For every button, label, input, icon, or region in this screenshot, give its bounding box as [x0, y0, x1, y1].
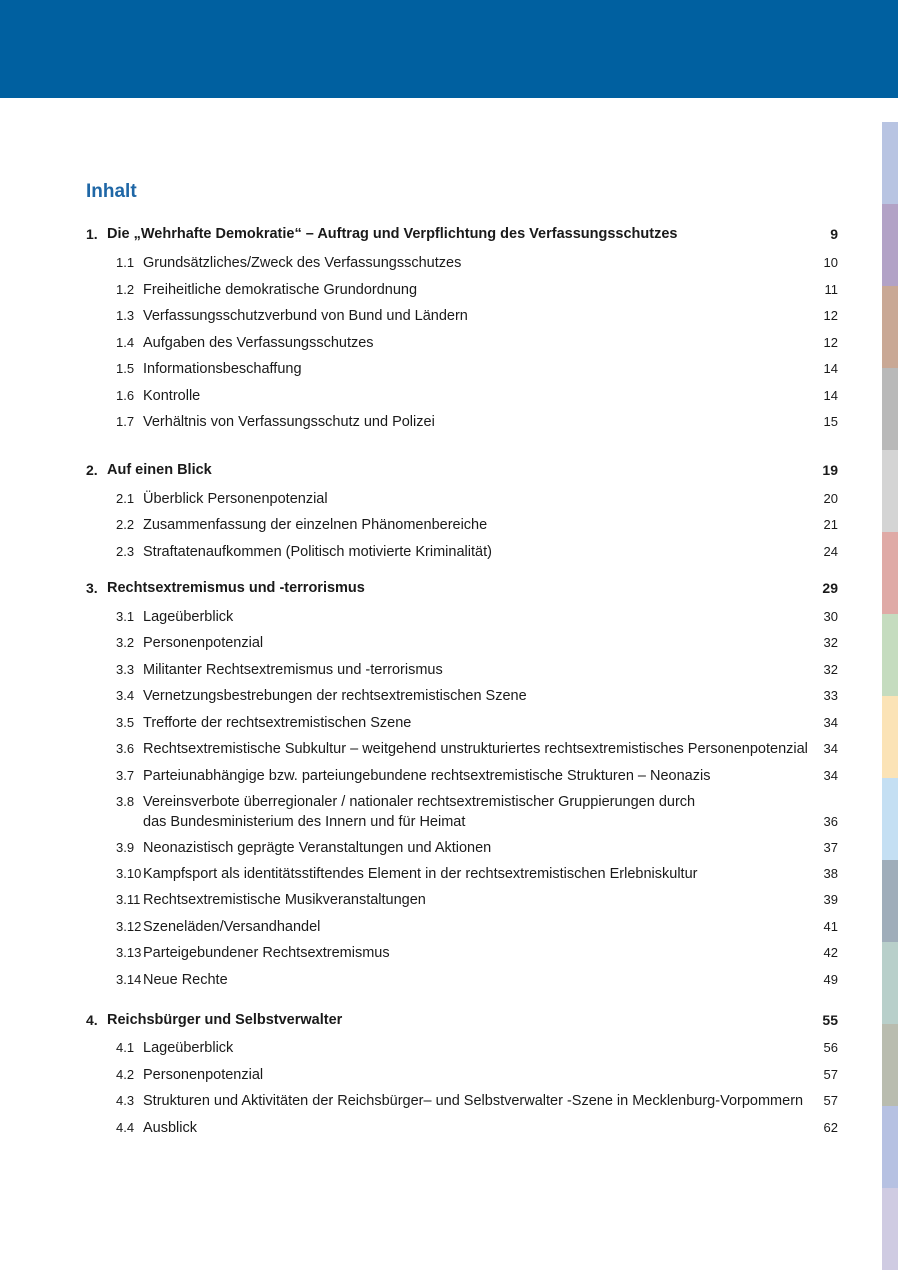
- toc-entry-title: Trefforte der rechtsextremistischen Szene: [143, 715, 412, 731]
- section-tab-13: [882, 1106, 898, 1188]
- toc-section-entry[interactable]: [86, 862, 838, 886]
- toc-entry-page: 9: [830, 226, 838, 242]
- toc-entry-title: Lageüberblick: [143, 609, 234, 625]
- toc-section-entry[interactable]: [86, 1116, 838, 1140]
- toc-entry-page: 19: [822, 462, 838, 478]
- section-tab-10: [882, 860, 898, 942]
- toc-entry-page: 10: [823, 255, 838, 270]
- toc-section-entry[interactable]: [86, 790, 838, 834]
- page-title: Inhalt: [86, 181, 137, 202]
- toc-entry-page: 20: [823, 491, 838, 506]
- toc-entry-title: Verhältnis von Verfassungsschutz und Polizei: [143, 414, 435, 430]
- toc-entry-number: 3.13: [116, 945, 142, 960]
- toc-entry-title: Neue Rechte: [143, 972, 228, 988]
- toc-entry-page: 14: [823, 388, 838, 403]
- toc-entry-number: 4.: [86, 1012, 98, 1028]
- toc-entry-number: 3.10: [116, 866, 142, 881]
- toc-entry-number: 1.6: [116, 388, 135, 403]
- toc-section-entry[interactable]: [86, 605, 838, 629]
- toc-entry-page: 30: [823, 609, 838, 624]
- toc-entry-title: Auf einen Blick: [107, 462, 212, 478]
- toc-entry-number: 1.: [86, 226, 98, 242]
- toc-entry-page: 34: [823, 715, 838, 730]
- toc-entry-number: 3.4: [116, 688, 135, 703]
- toc-entry-page: 36: [823, 814, 838, 829]
- toc-entry-page: 57: [823, 1093, 838, 1108]
- section-tab-9: [882, 778, 898, 860]
- toc-entry-number: 3.5: [116, 715, 135, 730]
- toc-entry-number: 1.5: [116, 361, 135, 376]
- toc-section-entry[interactable]: [86, 968, 838, 992]
- toc-entry-number: 3.12: [116, 919, 142, 934]
- toc-entry-title: Personenpotenzial: [143, 635, 264, 651]
- toc-entry-number: 1.4: [116, 335, 135, 350]
- toc-entry-page: 34: [823, 741, 838, 756]
- toc-entry-number: 3.8: [116, 794, 135, 809]
- toc-entry-page: 38: [823, 866, 838, 881]
- toc-entry-page: 11: [824, 282, 838, 297]
- toc-entry-page: 29: [822, 580, 838, 596]
- toc-section-entry[interactable]: [86, 915, 838, 939]
- toc-entry-number: 4.2: [116, 1067, 135, 1082]
- toc-entry-title: Informationsbeschaffung: [143, 361, 302, 377]
- toc-entry-number: 2.1: [116, 491, 135, 506]
- section-tab-5: [882, 450, 898, 532]
- toc-entry-number: 3.6: [116, 741, 135, 756]
- toc-section-entry[interactable]: [86, 357, 838, 381]
- toc-entry-number: 3.14: [116, 972, 142, 987]
- toc-section-entry[interactable]: [86, 888, 838, 912]
- toc-section-entry[interactable]: [86, 278, 838, 302]
- toc-chapter-entry[interactable]: [86, 1008, 838, 1032]
- toc-entry-title: Rechtsextremismus und -terrorismus: [107, 580, 365, 596]
- toc-entry-number: 3.1: [116, 609, 135, 624]
- toc-entry-page: 32: [823, 662, 838, 677]
- toc-entry-page: 55: [822, 1012, 838, 1028]
- toc-entry-page: 49: [823, 972, 838, 987]
- toc-entry-number: 1.2: [116, 282, 135, 297]
- toc-section-entry[interactable]: [86, 1036, 838, 1060]
- toc-entry-title: Grundsätzliches/Zweck des Verfassungsschutzes: [143, 255, 462, 271]
- toc-entry-page: 21: [823, 517, 838, 532]
- toc-entry-title: Rechtsextremistische Musikveranstaltungen: [143, 892, 426, 908]
- toc-entry-title: Strukturen und Aktivitäten der Reichsbürger– und Selbstverwalter -Szene in Mecklenburg-Vorpommern: [143, 1093, 804, 1109]
- toc-entry-title: Verfassungsschutzverbund von Bund und Ländern: [143, 308, 468, 324]
- toc-section-entry[interactable]: [86, 684, 838, 708]
- toc-entry-number: 3.7: [116, 768, 135, 783]
- toc-chapter-entry[interactable]: [86, 222, 838, 246]
- toc-entry-title: Lageüberblick: [143, 1040, 234, 1056]
- toc-entry-page: 39: [823, 892, 838, 907]
- toc-section-entry[interactable]: [86, 764, 838, 788]
- toc-entry-page: 57: [823, 1067, 838, 1082]
- toc-entry-number: 4.1: [116, 1040, 135, 1055]
- toc-entry-number: 3.9: [116, 840, 135, 855]
- toc-entry-number: 4.4: [116, 1120, 135, 1135]
- toc-section-entry[interactable]: [86, 487, 838, 511]
- toc-entry-page: 33: [823, 688, 838, 703]
- toc-section-entry[interactable]: [86, 711, 838, 735]
- toc-entry-title: Reichsbürger und Selbstverwalter: [107, 1012, 343, 1028]
- toc-entry-title: Kampfsport als identitätsstiftendes Element in der rechtsextremistischen Erlebniskultur: [143, 866, 698, 882]
- toc-entry-page: 15: [823, 414, 838, 429]
- toc-section-entry[interactable]: [86, 384, 838, 408]
- section-tab-11: [882, 942, 898, 1024]
- toc-entry-page: 41: [823, 919, 838, 934]
- toc-entry-title: Ausblick: [143, 1120, 197, 1136]
- toc-entry-title: Freiheitliche demokratische Grundordnung: [143, 282, 418, 298]
- toc-entry-number: 3.: [86, 580, 98, 596]
- header-band: [0, 0, 898, 98]
- toc-section-entry[interactable]: [86, 331, 838, 355]
- toc-entry-number: 1.7: [116, 414, 135, 429]
- toc-entry-number: 1.3: [116, 308, 135, 323]
- toc-entry-page: 32: [823, 635, 838, 650]
- toc-section-entry[interactable]: [86, 251, 838, 275]
- section-tab-12: [882, 1024, 898, 1106]
- toc-entry-page: 62: [823, 1120, 838, 1135]
- toc-entry-title: Militanter Rechtsextremismus und -terrorismus: [143, 662, 443, 678]
- toc-entry-page: 37: [823, 840, 838, 855]
- toc-section-entry[interactable]: [86, 410, 838, 434]
- toc-section-entry[interactable]: [86, 513, 838, 537]
- section-tab-4: [882, 368, 898, 450]
- toc-entry-title: Überblick Personenpotenzial: [143, 491, 328, 507]
- toc-entry-page: 34: [823, 768, 838, 783]
- toc-entry-title: Aufgaben des Verfassungsschutzes: [143, 335, 374, 351]
- toc-entry-title: Straftatenaufkommen (Politisch motivierte Kriminalität): [143, 544, 492, 560]
- toc-entry-title: Zusammenfassung der einzelnen Phänomenbereiche: [143, 517, 488, 533]
- toc-entry-title: Parteigebundener Rechtsextremismus: [143, 945, 390, 961]
- toc-entry-page: 14: [823, 361, 838, 376]
- section-tab-1: [882, 122, 898, 204]
- section-tab-2: [882, 204, 898, 286]
- toc-section-entry[interactable]: [86, 836, 838, 860]
- toc-entry-title: Vernetzungsbestrebungen der rechtsextremistischen Szene: [143, 688, 527, 704]
- toc-entry-number: 2.: [86, 462, 98, 478]
- toc-entry-page: 42: [823, 945, 838, 960]
- toc-entry-page: 12: [823, 308, 838, 323]
- toc-section-entry[interactable]: [86, 631, 838, 655]
- section-tab-6: [882, 532, 898, 614]
- toc-entry-title: Kontrolle: [143, 388, 201, 404]
- toc-entry-number: 1.1: [116, 255, 135, 270]
- toc-entry-title: Szeneläden/Versandhandel: [143, 919, 321, 935]
- toc-entry-number: 3.2: [116, 635, 135, 650]
- toc-section-entry[interactable]: [86, 658, 838, 682]
- toc-chapter-entry[interactable]: [86, 576, 838, 600]
- toc-entry-number: 2.3: [116, 544, 135, 559]
- toc-section-entry[interactable]: [86, 941, 838, 965]
- toc-section-entry[interactable]: [86, 737, 838, 761]
- section-tab-14: [882, 1188, 898, 1270]
- toc-entry-number: 2.2: [116, 517, 135, 532]
- toc-entry-title: Vereinsverbote überregionaler / nationaler rechtsextremistischer Gruppierungen durch das Bundesministerium des Innern und für Heimat: [143, 794, 696, 830]
- toc-entry-number: 3.3: [116, 662, 135, 677]
- toc-section-entry[interactable]: [86, 1089, 838, 1113]
- section-color-tabs: [882, 122, 898, 1272]
- toc-chapter-entry[interactable]: [86, 458, 838, 482]
- toc-entry-page: 12: [823, 335, 838, 350]
- toc-entry-page: 24: [823, 544, 838, 559]
- section-tab-7: [882, 614, 898, 696]
- toc-entry-title: Parteiunabhängige bzw. parteiungebundene rechtsextremistische Strukturen – Neonazis: [143, 768, 711, 784]
- section-tab-3: [882, 286, 898, 368]
- toc-entry-number: 3.11: [116, 892, 141, 907]
- toc-entry-page: 56: [823, 1040, 838, 1055]
- toc-entry-number: 4.3: [116, 1093, 135, 1108]
- toc-section-entry[interactable]: [86, 540, 838, 564]
- section-tab-8: [882, 696, 898, 778]
- toc-entry-title: Rechtsextremistische Subkultur – weitgehend unstrukturiertes rechtsextremistisches Personenpotenzial: [143, 741, 808, 757]
- toc-section-entry[interactable]: [86, 1063, 838, 1087]
- toc-entry-title: Personenpotenzial: [143, 1067, 264, 1083]
- toc-entry-title: Die „Wehrhafte Demokratie“ – Auftrag und Verpflichtung des Verfassungsschutzes: [107, 226, 678, 242]
- toc-entry-title: Neonazistisch geprägte Veranstaltungen und Aktionen: [143, 840, 492, 856]
- toc-section-entry[interactable]: [86, 304, 838, 328]
